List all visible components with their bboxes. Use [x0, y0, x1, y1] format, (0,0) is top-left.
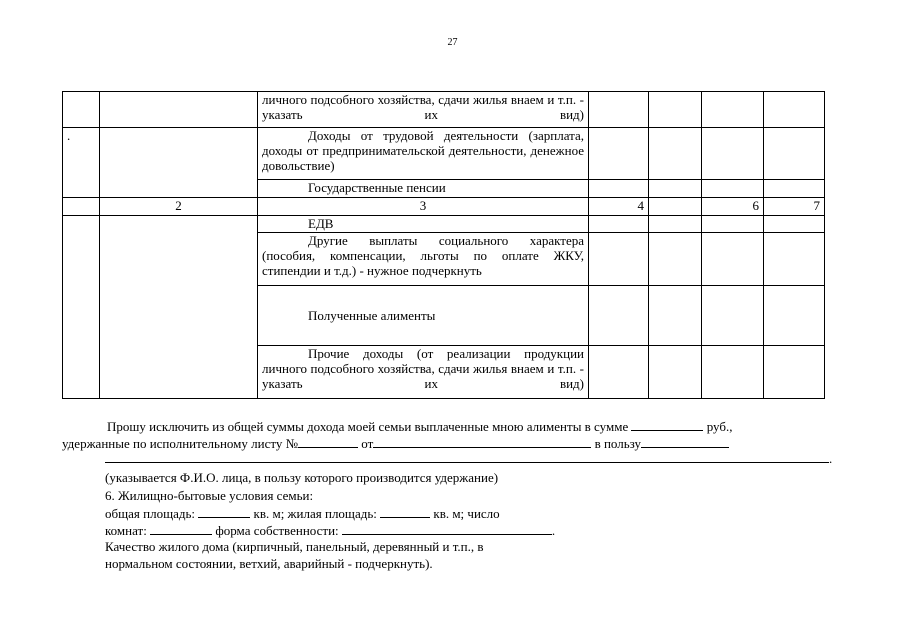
row-text-pensions: Государственные пенсии — [258, 180, 589, 198]
income-table — [62, 91, 825, 399]
row-text-edv: ЕДВ — [258, 216, 589, 233]
house-quality-line1: Качество жилого дома (кирпичный, панельный, деревянный и т.п., в — [105, 539, 484, 554]
column-number: 6 — [702, 198, 764, 216]
row-marker: . — [63, 128, 100, 198]
fio-blank-line — [105, 462, 829, 463]
rooms-line: комнат: форма собственности: . — [105, 523, 556, 538]
living-area-blank — [380, 505, 430, 518]
table-row — [63, 216, 825, 233]
row-text-alimony: Полученные алименты — [258, 286, 589, 346]
writ-number-blank — [298, 435, 358, 448]
table-row — [63, 128, 825, 180]
rooms-blank — [150, 522, 212, 535]
alimony-sum-blank — [631, 418, 703, 431]
beneficiary-blank — [641, 435, 729, 448]
row-text-labor-income: Доходы от трудовой деятельности (зарплата, доходы от предпринимательской деятельности, денежное довольствие) — [258, 128, 589, 180]
ownership-blank — [342, 522, 552, 535]
table-row — [63, 92, 825, 128]
row-text-other-income: Прочие доходы (от реализации продукции личного подсобного хозяйства, сдачи жилья внаем и т.п. - указать их вид) — [258, 346, 589, 399]
row-text-social-payments: Другие выплаты социального характера (пособия, компенсации, льготы по оплате ЖКУ, стипендии и т.д.) - нужное подчеркнуть — [258, 233, 589, 286]
column-number: 7 — [764, 198, 825, 216]
fio-note: (указывается Ф.И.О. лица, в пользу которого производится удержание) — [105, 470, 499, 485]
column-number: 3 — [258, 198, 589, 216]
total-area-blank — [198, 505, 250, 518]
alimony-paragraph: Прошу исключить из общей суммы дохода моей семьи выплаченные мною алименты в сумме руб., — [107, 419, 733, 434]
column-number: 4 — [589, 198, 649, 216]
alimony-paragraph-line2: удержанные по исполнительному листу № от в пользу — [62, 435, 846, 452]
page-number: 27 — [447, 37, 458, 48]
row-text-continued: личного подсобного хозяйства, сдачи жилья внаем и т.п. - указать их вид) — [258, 92, 589, 128]
area-line: общая площадь: кв. м; жилая площадь: кв. м; число — [105, 506, 500, 521]
house-quality-line2: нормальном состоянии, ветхий, аварийный - подчеркнуть). — [105, 556, 433, 571]
section-6-title: 6. Жилищно-бытовые условия семьи: — [105, 488, 314, 503]
column-numbers-row — [63, 198, 825, 216]
column-number: 2 — [100, 198, 258, 216]
writ-date-blank — [373, 435, 591, 448]
